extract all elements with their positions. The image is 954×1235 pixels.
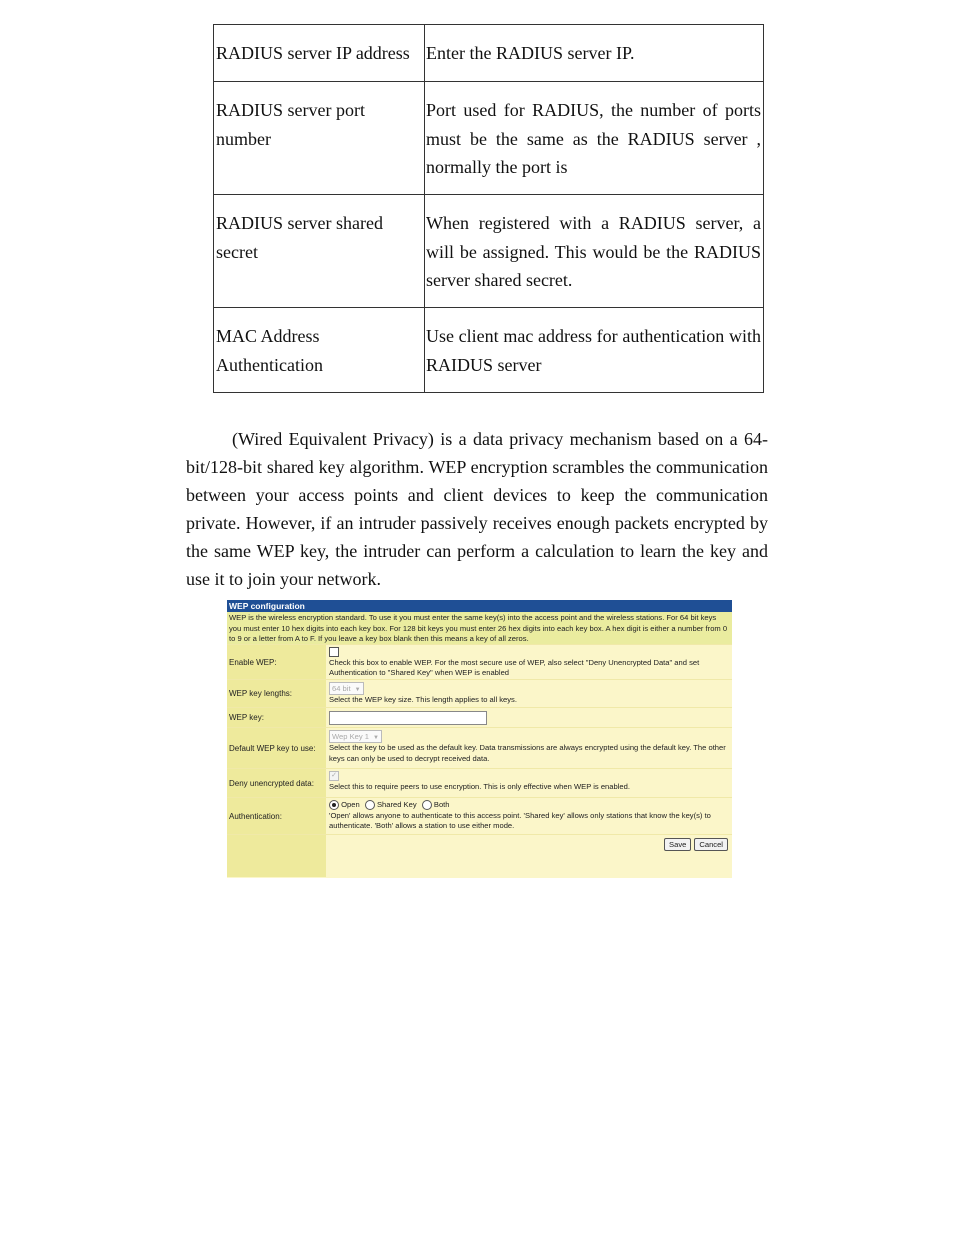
- param-description: Use client mac address for authentication with RAIDUS server: [425, 308, 764, 393]
- auth-open-radio[interactable]: [329, 800, 339, 810]
- authentication-label: Authentication:: [227, 798, 326, 834]
- default-key-select[interactable]: [329, 730, 382, 743]
- enable-wep-help: Check this box to enable WEP. For the most secure use of WEP, also select "Deny Unencrypted Data" and set Authentication to "Shared Key" when WEP is enabled: [329, 657, 700, 677]
- wep-configuration-panel: [227, 600, 732, 878]
- deny-unencrypted-row: [227, 768, 732, 797]
- deny-unencrypted-checkbox[interactable]: ✓: [329, 771, 339, 781]
- wep-key-length-select[interactable]: [329, 682, 364, 695]
- table-row: [214, 82, 764, 195]
- auth-option-open: Open: [341, 800, 360, 809]
- default-key-help: Select the key to be used as the default key. Data transmissions are always encrypted using the default key. The other keys can only be used to decrypt received data.: [329, 743, 726, 763]
- auth-shared-key-radio[interactable]: [365, 800, 375, 810]
- param-name: RADIUS server IP address: [214, 25, 425, 82]
- param-description: Port used for RADIUS, the number of ports must be the same as the RADIUS server , normally the port is: [425, 82, 764, 195]
- default-key-value: Wep Key 1: [332, 732, 370, 741]
- chevron-down-icon: ▼: [354, 687, 361, 693]
- wep-paragraph-text: (Wired Equivalent Privacy) is a data privacy mechanism based on a 64-bit/128-bit shared key algorithm. WEP encryption scrambles the communication between your access points and client devices to keep the communication private. However, if an intruder passively receives enough packets encrypted by the same WEP key, the intruder can perform a calculation to learn the key and use it to join your network.: [186, 429, 768, 589]
- param-description: When registered with a RADIUS server, a will be assigned. This would be the RADIUS server shared secret.: [425, 195, 764, 308]
- wep-actions-row: [227, 834, 732, 877]
- table-row: [214, 25, 764, 82]
- param-name: MAC Address Authentication: [214, 308, 425, 393]
- enable-wep-row: [227, 644, 732, 679]
- wep-key-length-value: 64 bit: [332, 684, 351, 693]
- wep-key-row: [227, 707, 732, 727]
- wep-panel-title: WEP configuration: [227, 600, 732, 612]
- wep-key-label: WEP key:: [227, 708, 326, 727]
- save-button[interactable]: Save: [664, 838, 691, 851]
- authentication-help: 'Open' allows anyone to authenticate to this access point. 'Shared key' allows only stations that know the key(s) to authenticate. 'Both' allows a station to use either mode.: [329, 810, 711, 830]
- default-key-row: [227, 727, 732, 768]
- chevron-down-icon: ▼: [373, 735, 379, 741]
- param-description: Enter the RADIUS server IP.: [425, 25, 764, 82]
- wep-paragraph: [186, 425, 768, 593]
- table-row: [214, 308, 764, 393]
- wep-key-length-label: WEP key lengths:: [227, 680, 326, 707]
- auth-option-both: Both: [433, 800, 450, 809]
- radius-parameter-table: [213, 24, 764, 393]
- default-key-label: Default WEP key to use:: [227, 728, 326, 768]
- wep-key-length-help: Select the WEP key size. This length applies to all keys.: [329, 695, 517, 704]
- deny-unencrypted-help: Select this to require peers to use encryption. This is only effective when WEP is enabled.: [329, 781, 630, 791]
- wep-key-input[interactable]: [329, 711, 487, 725]
- wep-panel-description: WEP is the wireless encryption standard. To use it you must enter the same key(s) into the access point and the wireless stations. For 64 bit keys you must enter 10 hex digits into each key box. For 128 bit keys you must enter 26 hex digits into each key box. A hex digit is either a number from 0 to 9 or a letter from A to F. If you leave a key box blank then this means a key of all zeros.: [227, 612, 732, 644]
- deny-unencrypted-label: Deny unencrypted data:: [227, 769, 326, 797]
- enable-wep-checkbox[interactable]: [329, 647, 339, 657]
- authentication-row: [227, 797, 732, 834]
- enable-wep-label: Enable WEP:: [227, 645, 326, 679]
- auth-option-shared-key: Shared Key: [376, 800, 417, 809]
- auth-both-radio[interactable]: [422, 800, 432, 810]
- param-name: RADIUS server shared secret: [214, 195, 425, 308]
- param-name: RADIUS server port number: [214, 82, 425, 195]
- table-row: [214, 195, 764, 308]
- wep-key-length-row: [227, 679, 732, 707]
- cancel-button[interactable]: Cancel: [694, 838, 728, 851]
